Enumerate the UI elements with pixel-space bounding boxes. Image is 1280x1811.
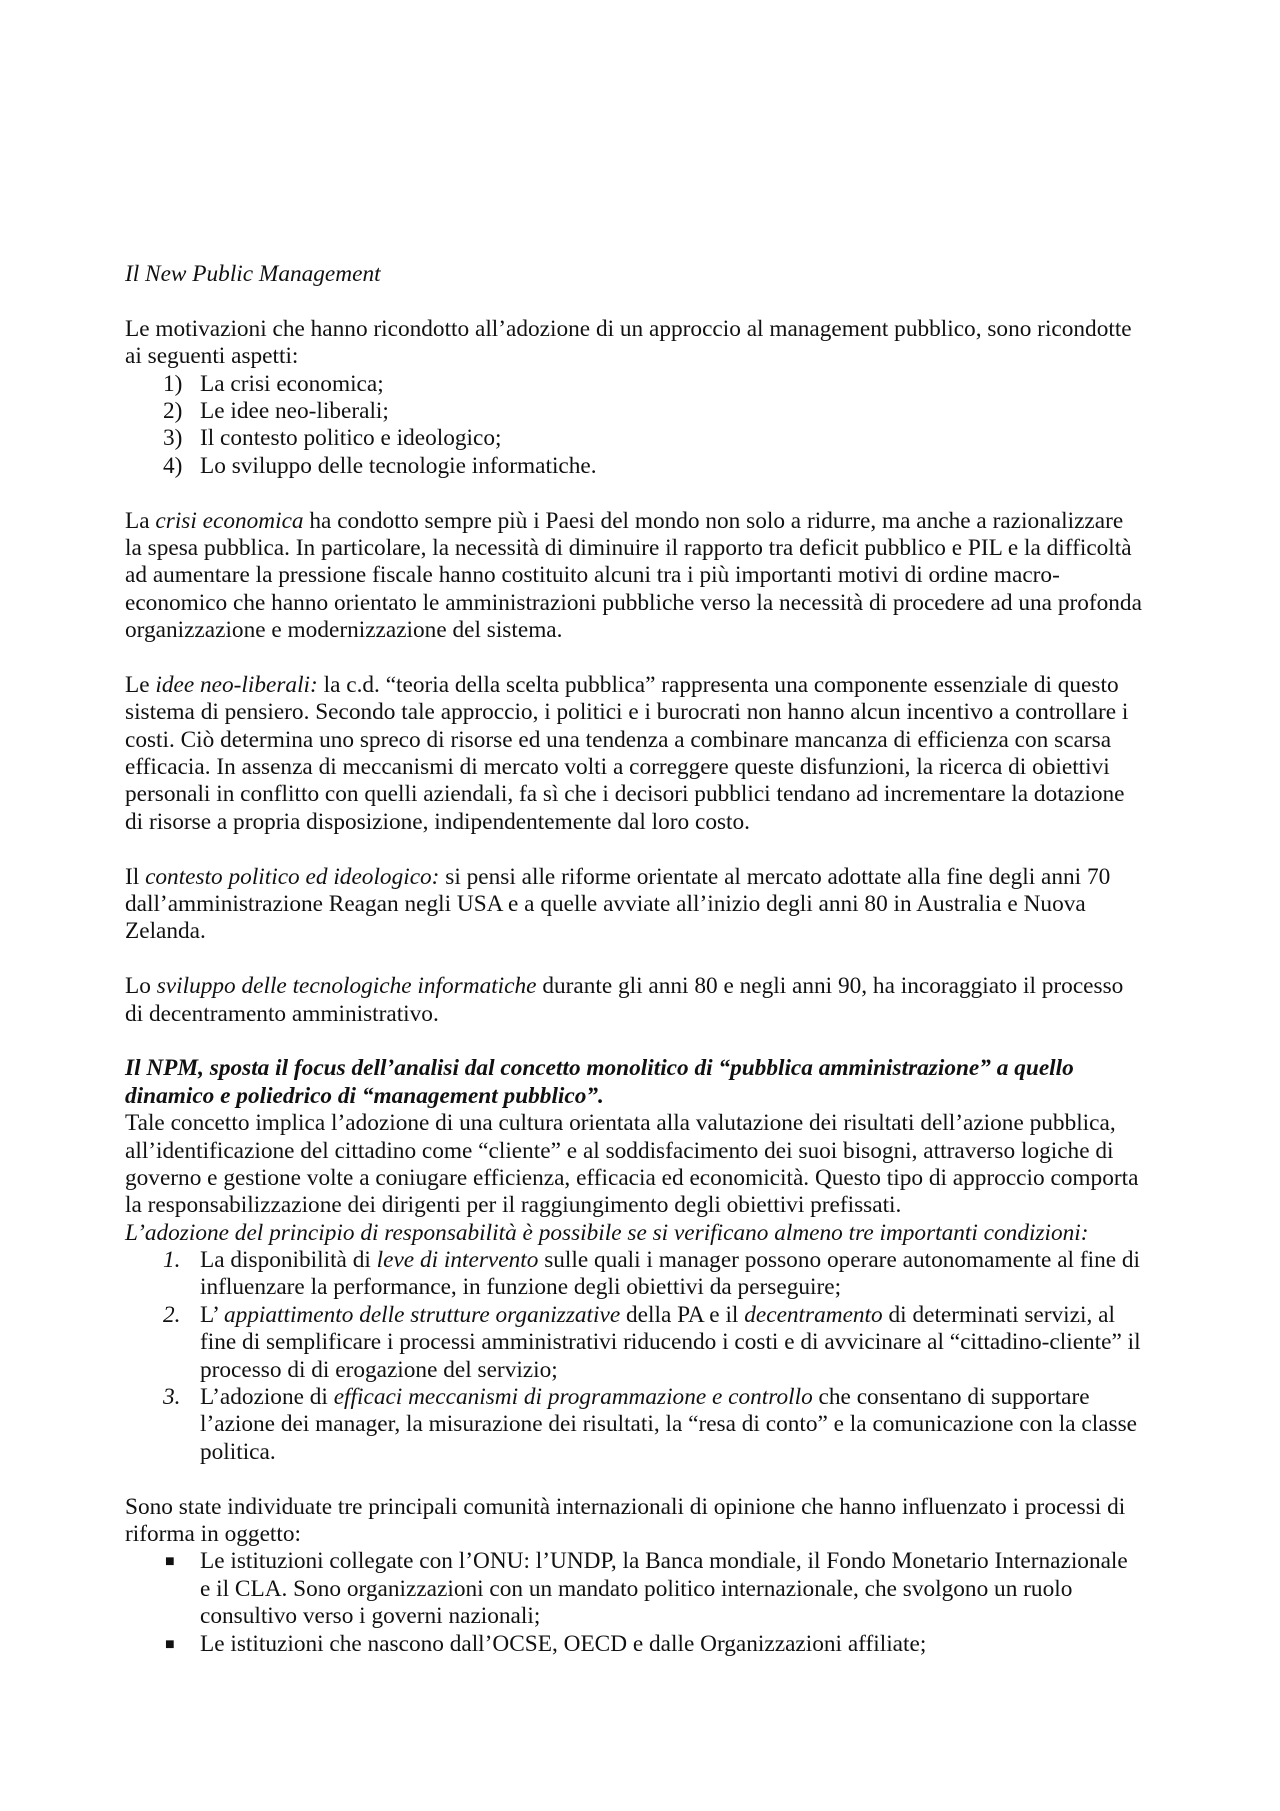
text-run: ha condotto sempre più i Paesi del mondo non solo a ridurre, ma anche a razionalizzare [303, 507, 1124, 534]
text-run: governo e gestione volte a coniugare efficienza, efficacia ed economicità. Questo tipo di approccio comporta [125, 1164, 1139, 1191]
text-line [125, 754, 1165, 781]
text-line [125, 1603, 1165, 1630]
text-line [125, 1247, 1165, 1274]
text-run: consultivo verso i governi nazionali; [200, 1603, 541, 1630]
italic-text: contesto politico ed ideologico: [145, 863, 440, 890]
text-run: costi. Ciò determina uno spreco di risorse ed una tendenza a combinare mancanza di efficienza con scarsa [125, 726, 1112, 753]
numbered-list-item [125, 371, 1165, 398]
text-run: si pensi alle riforme orientate al mercato adottate alla fine degli anni 70 [439, 863, 1111, 890]
text-run: durante gli anni 80 e negli anni 90, ha incoraggiato il processo [536, 973, 1124, 1000]
text-line [125, 535, 1165, 562]
text-line [125, 864, 1165, 891]
text-line [125, 1138, 1165, 1165]
paragraph [125, 1055, 1165, 1247]
bullet-marker: ■ [165, 1635, 175, 1653]
text-run: Le istituzioni che nascono dall’OCSE, OECD e dalle Organizzazioni affiliate; [200, 1630, 927, 1657]
italic-text: L’adozione del principio di responsabilità è possibile se si verificano almeno tre importanti condizioni: [125, 1219, 1089, 1246]
text-line [125, 316, 1165, 343]
blank-line [125, 1466, 1165, 1493]
text-run: La disponibilità di [200, 1247, 377, 1274]
numbered-list-item [125, 398, 1165, 425]
text-line [125, 973, 1165, 1000]
text-run: Le motivazioni che hanno ricondotto all’adozione di un approccio al management pubblico, sono ricondotte [125, 315, 1132, 342]
text-line [125, 1494, 1165, 1521]
text-run: Sono state individuate tre principali comunità internazionali di opinione che hanno influenzato i processi di [125, 1493, 1126, 1520]
text-line [125, 781, 1165, 808]
bullet-list-item [125, 1548, 1165, 1630]
text-line [125, 699, 1165, 726]
numbered-list-item [125, 1247, 1165, 1302]
numbered-list-item [125, 425, 1165, 452]
text-run: dall’amministrazione Reagan negli USA e a quelle avviate all’inizio degli anni 80 in Australia e Nuova [125, 890, 1086, 917]
blank-line [125, 1028, 1165, 1055]
text-line [125, 398, 1165, 425]
text-run: Le istituzioni collegate con l’ONU: l’UNDP, la Banca mondiale, il Fondo Monetario Internazionale [200, 1548, 1128, 1575]
text-run: Le [125, 671, 156, 698]
text-line [125, 1001, 1165, 1028]
text-run: di risorse a propria disposizione, indipendentemente dal loro costo. [125, 808, 750, 835]
text-run: L’ [200, 1301, 224, 1328]
list-number: 2. [163, 1301, 181, 1328]
blank-line [125, 644, 1165, 671]
list-number: 2) [163, 397, 183, 424]
paragraph [125, 261, 1165, 288]
text-line [125, 1439, 1165, 1466]
text-line [125, 425, 1165, 452]
text-line [125, 1302, 1165, 1329]
italic-text: efficaci meccanismi di programmazione e controllo [333, 1384, 813, 1411]
list-number: 1) [163, 370, 183, 397]
blank-line [125, 946, 1165, 973]
text-run: di determinati servizi, al [882, 1301, 1115, 1328]
text-line [125, 343, 1165, 370]
document-page [125, 261, 1165, 1658]
italic-text: leve di intervento [376, 1247, 539, 1274]
text-line [125, 590, 1165, 617]
text-line [125, 617, 1165, 644]
text-run: La [125, 507, 156, 534]
text-run: riforma in oggetto: [125, 1520, 301, 1547]
text-run: Il [125, 863, 146, 890]
list-number: 1. [163, 1247, 181, 1274]
text-line [125, 809, 1165, 836]
numbered-list-item [125, 1384, 1165, 1466]
text-line [125, 672, 1165, 699]
text-run: e il CLA. Sono organizzazioni con un mandato politico internazionale, che svolgono un ruolo [200, 1575, 1073, 1602]
text-run: Tale concetto implica l’adozione di una cultura orientata alla valutazione dei risultati dell’azione pubblica, [125, 1110, 1116, 1137]
text-run: economico che hanno orientato le amministrazioni pubbliche verso la necessità di procedere ad una profonda [125, 589, 1142, 616]
text-line [125, 727, 1165, 754]
text-line [125, 508, 1165, 535]
blank-line [125, 480, 1165, 507]
text-line [125, 453, 1165, 480]
blank-line [125, 836, 1165, 863]
text-run: la spesa pubblica. In particolare, la necessità di diminuire il rapporto tra deficit pubblico e PIL e la difficoltà [125, 534, 1132, 561]
text-run: di decentramento amministrativo. [125, 1000, 439, 1027]
text-line [125, 1274, 1165, 1301]
bold-italic-text: Il NPM, sposta il focus dell’analisi dal concetto monolitico di “pubblica amministrazione” a quello [125, 1055, 1074, 1082]
blank-line [125, 288, 1165, 315]
text-line [125, 1631, 1165, 1658]
text-run: della PA e il [620, 1301, 745, 1328]
paragraph [125, 508, 1165, 645]
paragraph [125, 864, 1165, 946]
text-run: ai seguenti aspetti: [125, 343, 299, 370]
text-run: fine di semplificare i processi amministrativi riducendo i costi e di avvicinare al “cittadino-cliente” il [200, 1329, 1141, 1356]
text-run: la responsabilizzazione dei dirigenti per il raggiungimento degli obiettivi prefissati. [125, 1192, 902, 1219]
text-line [125, 1165, 1165, 1192]
text-run: sistema di pensiero. Secondo tale approccio, i politici e i burocrati non hanno alcun incentivo a controllare i [125, 699, 1129, 726]
bullet-marker: ■ [165, 1553, 175, 1571]
text-line [125, 1548, 1165, 1575]
text-run: che consentano di supportare [812, 1384, 1090, 1411]
text-line [125, 1576, 1165, 1603]
bold-italic-text: dinamico e poliedrico di “management pubblico”. [125, 1082, 604, 1109]
paragraph [125, 672, 1165, 836]
italic-text: decentramento [744, 1301, 883, 1328]
list-number: 3. [163, 1384, 181, 1411]
text-line [125, 1357, 1165, 1384]
text-run: sulle quali i manager possono operare autonomamente al fine di [538, 1247, 1141, 1274]
text-run: all’identificazione del cittadino come “cliente” e al soddisfacimento dei suoi bisogni, attraverso logiche di [125, 1137, 1114, 1164]
text-run: efficacia. In assenza di meccanismi di mercato volti a correggere queste disfunzioni, la ricerca di obiettivi [125, 754, 1110, 781]
text-run: Zelanda. [125, 918, 206, 945]
text-line [125, 1110, 1165, 1137]
italic-text: idee neo-liberali: [155, 671, 318, 698]
italic-text: Il New Public Management [125, 261, 381, 287]
paragraph [125, 1494, 1165, 1549]
text-line [125, 1083, 1165, 1110]
text-line [125, 1192, 1165, 1219]
text-line [125, 261, 1165, 288]
bullet-list-item [125, 1631, 1165, 1658]
paragraph [125, 973, 1165, 1028]
text-run: La crisi economica; [200, 370, 384, 397]
text-line [125, 1521, 1165, 1548]
text-line [125, 1055, 1165, 1082]
text-line [125, 891, 1165, 918]
italic-text: sviluppo delle tecnologiche informatiche [156, 973, 537, 1000]
text-line [125, 1329, 1165, 1356]
text-run: Le idee neo-liberali; [200, 397, 389, 424]
text-run: l’azione dei manager, la misurazione dei risultati, la “resa di conto” e la comunicazione con la classe [200, 1411, 1138, 1438]
text-run: processo di di erogazione del servizio; [200, 1356, 558, 1383]
paragraph [125, 316, 1165, 371]
text-run: Il contesto politico e ideologico; [200, 425, 502, 452]
text-line [125, 918, 1165, 945]
text-line [125, 371, 1165, 398]
text-line [125, 562, 1165, 589]
text-run: L’adozione di [200, 1384, 334, 1411]
text-run: politica. [200, 1438, 276, 1465]
text-run: influenzare la performance, in funzione degli obiettivi da perseguire; [200, 1274, 842, 1301]
text-run: Lo sviluppo delle tecnologie informatiche. [200, 452, 597, 479]
italic-text: crisi economica [155, 507, 304, 534]
text-line [125, 1384, 1165, 1411]
italic-text: appiattimento delle strutture organizzative [223, 1301, 621, 1328]
text-run: personali in conflitto con quelli aziendali, fa sì che i decisori pubblici tendano ad incrementare la dotazione [125, 781, 1125, 808]
text-run: la c.d. “teoria della scelta pubblica” rappresenta una componente essenziale di questo [317, 671, 1119, 698]
list-number: 3) [163, 425, 183, 452]
text-line [125, 1220, 1165, 1247]
numbered-list-item [125, 453, 1165, 480]
text-run: ad aumentare la pressione fiscale hanno costituito alcuni tra i più importanti motivi di ordine macro- [125, 562, 1060, 589]
text-line [125, 1411, 1165, 1438]
numbered-list-item [125, 1302, 1165, 1384]
text-run: Lo [125, 973, 157, 1000]
list-number: 4) [163, 452, 183, 479]
text-run: organizzazione e modernizzazione del sistema. [125, 617, 563, 644]
